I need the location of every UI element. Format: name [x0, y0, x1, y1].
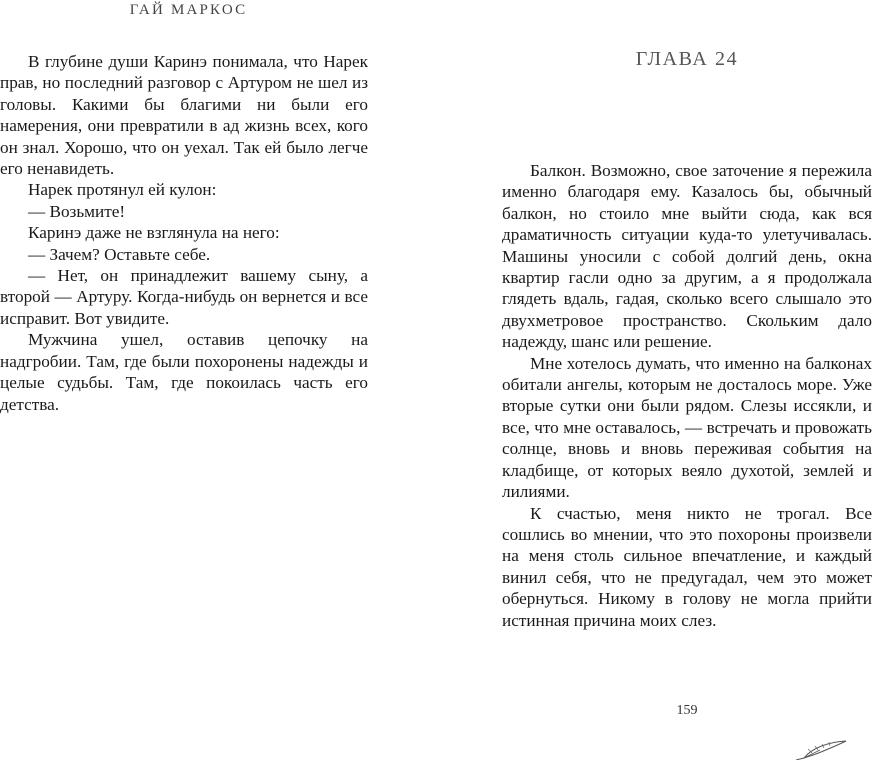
right-page-text — [502, 160, 872, 631]
feather-icon — [790, 738, 873, 760]
paragraph: — Возьмите! — [28, 201, 126, 221]
page-number: 159 — [676, 703, 698, 718]
paragraph: — Зачем? Оставьте себе. — [28, 244, 211, 264]
paragraph: Балкон. Возможно, свое заточение я пережила именно благодаря ему. Казалось бы, обычный балкон, но стоило мне выйти сюда, как вся драматичность ситуации куда-то улетучивалась. Машины уносили с собой долгий день, окна квартир гасли одно за другим, а я продолжала глядеть вдаль, гадая, сколько всего слышало это двухметровое пространство. Скольким дало надежду, шанс или решение. — [502, 161, 872, 352]
running-header-author: ГАЙ МАРКОС — [129, 2, 248, 18]
paragraph: Мужчина ушел, оставив цепочку на надгробии. Там, где были похоронены надежды и целые судьбы. Там, где покоилась часть его детства. — [0, 330, 368, 414]
paragraph: В глубине души Каринэ понимала, что Нарек прав, но последний разговор с Артуром не шел из головы. Какими бы благими ни были его намерения, они превратили в ад жизнь всех, кого он знал. Хорошо, что он уехал. Так ей было легче его ненавидеть. — [0, 52, 368, 179]
paragraph: К счастью, меня никто не трогал. Все сошлись во мнении, что это похороны произвели на меня столь сильное впечатление, и каждый винил себя, что не предугадал, чем это может обернуться. Никому в голову не могла прийти истинная причина моих слез. — [502, 503, 872, 630]
paragraph: Мне хотелось думать, что именно на балконах обитали ангелы, которым не досталось море. Уже вторые сутки они были рядом. Слезы иссякли, и все, что мне оставалось, — встречать и провожать солнце, вновь и вновь переживая события на кладбище, от которых веяло духотой, землей и лилиями. — [502, 353, 872, 502]
left-page-text — [0, 51, 368, 415]
paragraph: Каринэ даже не взглянула на него: — [28, 223, 280, 243]
paragraph: Нарек протянул ей кулон: — [28, 180, 217, 200]
paragraph: — Нет, он принадлежит вашему сыну, а второй — Артуру. Когда-нибудь он вернется и все исправит. Вот увидите. — [0, 266, 368, 328]
chapter-title: ГЛАВА 24 — [635, 48, 739, 70]
